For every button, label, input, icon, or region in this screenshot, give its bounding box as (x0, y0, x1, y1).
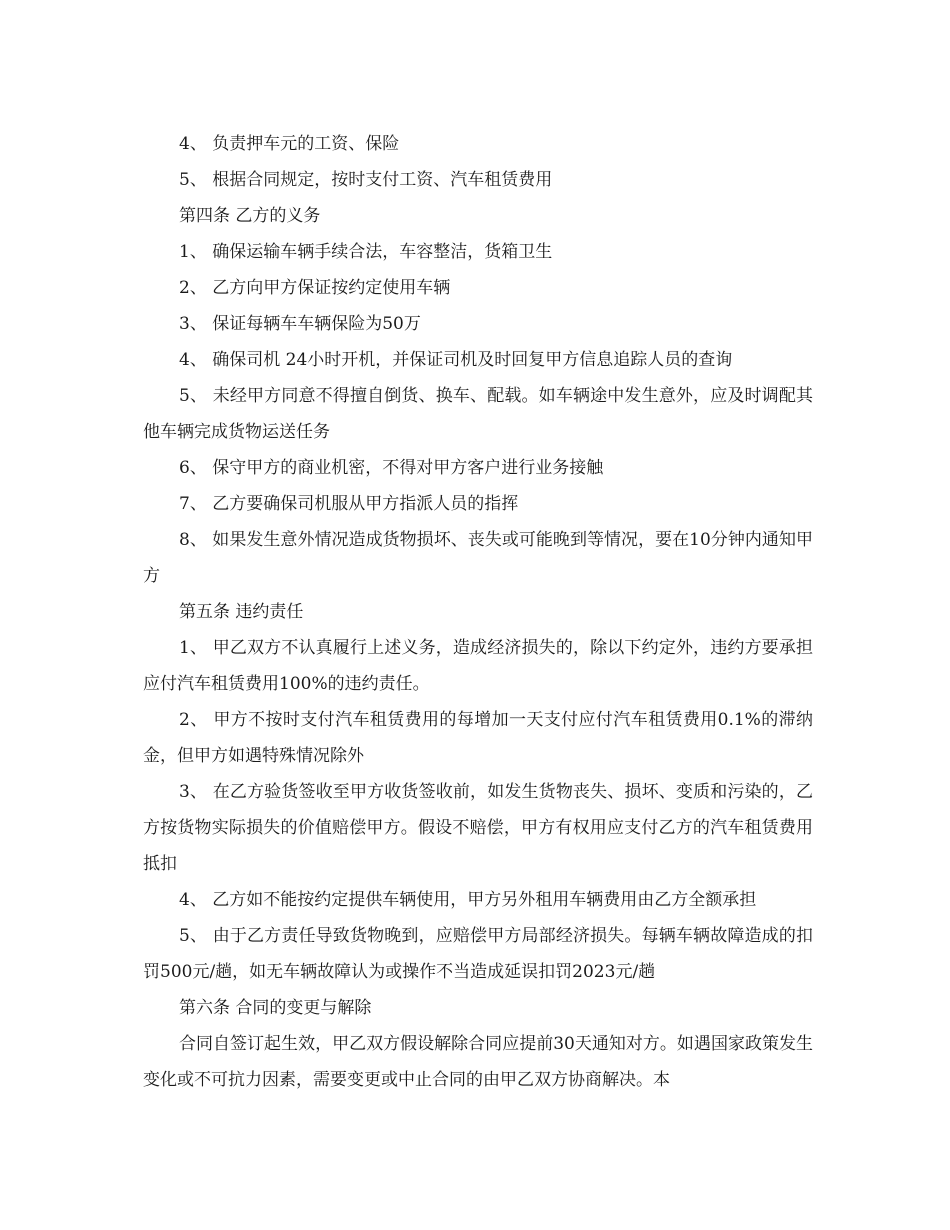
paragraph-obligation-1: 1、 确保运输车辆手续合法，车容整洁，货箱卫生 (179, 242, 553, 262)
paragraph-liability-2: 2、 甲方不按时支付汽车租赁费用的每增加一天支付应付汽车租赁费用0.1%的滞纳金，但甲方如遇特殊情况除外 (143, 710, 813, 766)
paragraph-duty-5: 5、 根据合同规定，按时支付工资、汽车租赁费用 (179, 170, 553, 190)
paragraph-liability-5: 5、 由于乙方责任导致货物晚到，应赔偿甲方局部经济损失。每辆车辆故障造成的扣罚500元/趟，如无车辆故障认为或操作不当造成延误扣罚2023元/趟 (143, 926, 813, 982)
paragraph-obligation-3: 3、 保证每辆车车辆保险为50万 (179, 314, 421, 334)
document-body (143, 126, 813, 1098)
paragraph-obligation-8: 8、 如果发生意外情况造成货物损坏、丧失或可能晚到等情况，要在10分钟内通知甲方 (143, 530, 813, 586)
paragraph-obligation-6: 6、 保守甲方的商业机密，不得对甲方客户进行业务接触 (179, 458, 604, 478)
paragraph-duty-4: 4、 负责押车元的工资、保险 (179, 134, 400, 154)
paragraph-liability-3: 3、 在乙方验货签收至甲方收货签收前，如发生货物丧失、损坏、变质和污染的，乙方按货物实际损失的价值赔偿甲方。假设不赔偿，甲方有权用应支付乙方的汽车租赁费用抵扣 (143, 782, 813, 874)
section-heading-article-5: 第五条 违约责任 (179, 602, 304, 622)
paragraph-obligation-5: 5、 未经甲方同意不得擅自倒货、换车、配载。如车辆途中发生意外，应及时调配其他车辆完成货物运送任务 (143, 386, 813, 442)
section-heading-article-6: 第六条 合同的变更与解除 (179, 998, 372, 1018)
paragraph-obligation-2: 2、 乙方向甲方保证按约定使用车辆 (179, 278, 451, 298)
section-heading-article-4: 第四条 乙方的义务 (179, 206, 321, 226)
paragraph-liability-1: 1、 甲乙双方不认真履行上述义务，造成经济损失的，除以下约定外，违约方要承担应付汽车租赁费用100%的违约责任。 (143, 638, 813, 694)
paragraph-termination: 合同自签订起生效，甲乙双方假设解除合同应提前30天通知对方。如遇国家政策发生变化或不可抗力因素，需要变更或中止合同的由甲乙双方协商解决。本 (143, 1034, 813, 1090)
paragraph-obligation-7: 7、 乙方要确保司机服从甲方指派人员的指挥 (179, 494, 519, 514)
paragraph-obligation-4: 4、 确保司机 24小时开机，并保证司机及时回复甲方信息追踪人员的查询 (179, 350, 733, 370)
paragraph-liability-4: 4、 乙方如不能按约定提供车辆使用，甲方另外租用车辆费用由乙方全额承担 (179, 890, 757, 910)
